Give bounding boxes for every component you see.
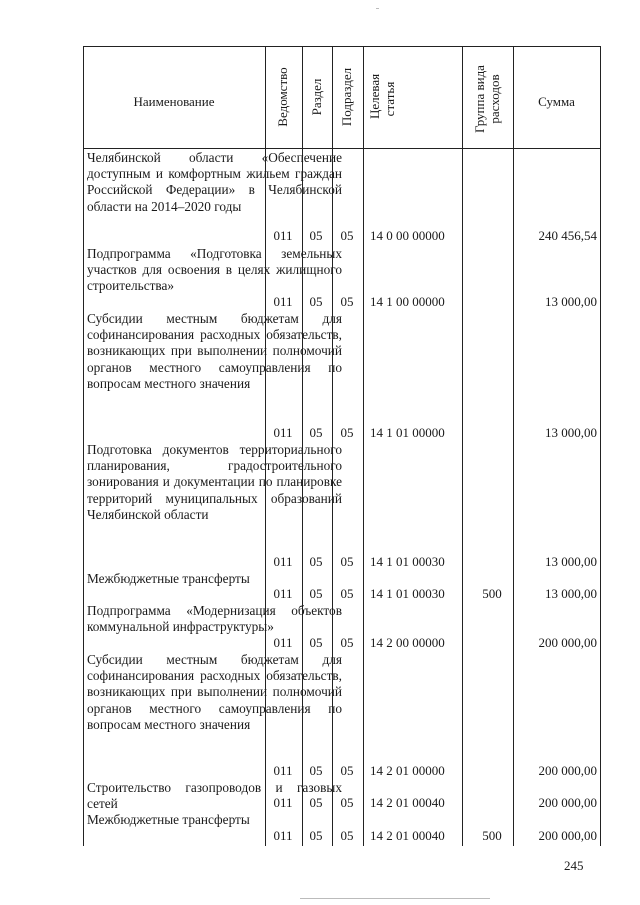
row-razdel: 05 (309, 586, 323, 601)
row-name: Межбюджетные трансферты (87, 571, 250, 586)
row-podrazdel: 05 (340, 425, 354, 440)
row-tselevaya: 14 1 00 00000 (370, 294, 445, 309)
row-summa: 13 000,00 (545, 554, 597, 569)
header-bottom-border (83, 148, 600, 149)
row-summa: 200 000,00 (538, 795, 597, 810)
row-razdel: 05 (309, 795, 323, 810)
row-name: Подпрограмма «Подготовка земельных участков для освоения в целях жилищного строительства» (87, 246, 342, 294)
row-tselevaya: 14 1 01 00030 (370, 586, 445, 601)
row-podrazdel: 05 (340, 554, 354, 569)
row-summa: 200 000,00 (538, 763, 597, 778)
row-name: Челябинской области «Обеспечение доступным и комфортным жильем граждан Российской Федерации» в Челябинской области на 2014–2020 годы (87, 150, 342, 214)
header-podrazdel: Подраздел (339, 67, 354, 127)
row-summa: 200 000,00 (538, 828, 597, 843)
scan-mark-bottom (300, 898, 490, 899)
header-razdel: Раздел (309, 78, 324, 116)
row-razdel: 05 (309, 554, 323, 569)
row-vedomstvo: 011 (273, 425, 293, 440)
row-name: Подготовка документов территориального планирования, градостроительного зонирования и документации по планировке территорий муниципальных образований Челябинской области (87, 442, 342, 522)
row-razdel: 05 (309, 425, 323, 440)
row-vedomstvo: 011 (273, 828, 293, 843)
table-row (83, 780, 600, 811)
row-name: Строительство газопроводов и газовых сетей (87, 780, 342, 812)
row-razdel: 05 (309, 828, 323, 843)
header-summa: Сумма (538, 94, 575, 109)
header-tselevaya-statya: Целевая статья (367, 73, 397, 119)
row-tselevaya: 14 1 01 00030 (370, 554, 445, 569)
row-vedomstvo: 011 (273, 635, 293, 650)
row-razdel: 05 (309, 763, 323, 778)
row-vedomstvo: 011 (273, 554, 293, 569)
table-row (83, 150, 600, 244)
page-number: 245 (564, 858, 584, 873)
row-summa: 240 456,54 (538, 228, 597, 243)
table-row (83, 246, 600, 310)
table-row (83, 812, 600, 844)
row-tselevaya: 14 2 01 00040 (370, 828, 445, 843)
scan-mark-top (376, 8, 379, 9)
row-podrazdel: 05 (340, 294, 354, 309)
row-tselevaya: 14 2 01 00000 (370, 763, 445, 778)
row-summa: 13 000,00 (545, 586, 597, 601)
row-summa: 13 000,00 (545, 294, 597, 309)
header-name: Наименование (133, 94, 215, 109)
row-razdel: 05 (309, 228, 323, 243)
row-vedomstvo: 011 (273, 228, 293, 243)
row-podrazdel: 05 (340, 635, 354, 650)
row-podrazdel: 05 (340, 228, 354, 243)
row-tselevaya: 14 1 01 00000 (370, 425, 445, 440)
row-tselevaya: 14 2 00 00000 (370, 635, 445, 650)
row-summa: 13 000,00 (545, 425, 597, 440)
row-podrazdel: 05 (340, 828, 354, 843)
row-vedomstvo: 011 (273, 795, 293, 810)
row-razdel: 05 (309, 294, 323, 309)
row-tselevaya: 14 0 00 00000 (370, 228, 445, 243)
header-vedomstvo: Ведомство (275, 67, 290, 127)
row-vedomstvo: 011 (273, 763, 293, 778)
row-podrazdel: 05 (340, 586, 354, 601)
table-row (83, 571, 600, 602)
table-row (83, 442, 600, 570)
row-name: Подпрограмма «Модернизация объектов коммунальной инфраструктуры» (87, 603, 342, 635)
row-vedomstvo: 011 (273, 586, 293, 601)
table-row (83, 311, 600, 441)
table-row (83, 652, 600, 779)
row-name: Межбюджетные трансферты (87, 812, 250, 827)
row-tselevaya: 14 2 01 00040 (370, 795, 445, 810)
row-podrazdel: 05 (340, 795, 354, 810)
row-podrazdel: 05 (340, 763, 354, 778)
row-vedomstvo: 011 (273, 294, 293, 309)
row-razdel: 05 (309, 635, 323, 650)
row-name: Субсидии местным бюджетам для софинансирования расходных обязательств, возникающих при выполнении полномочий органов местного самоуправления по вопросам местного значения (87, 311, 342, 391)
row-summa: 200 000,00 (538, 635, 597, 650)
header-gruppa-vida-rashodov: Группа вида расходов (472, 65, 502, 133)
table-row (83, 603, 600, 651)
row-name: Субсидии местным бюджетам для софинансирования расходных обязательств, возникающих при выполнении полномочий органов местного самоуправления по вопросам местного значения (87, 652, 342, 732)
row-gruppa: 500 (482, 828, 502, 843)
row-gruppa: 500 (482, 586, 502, 601)
